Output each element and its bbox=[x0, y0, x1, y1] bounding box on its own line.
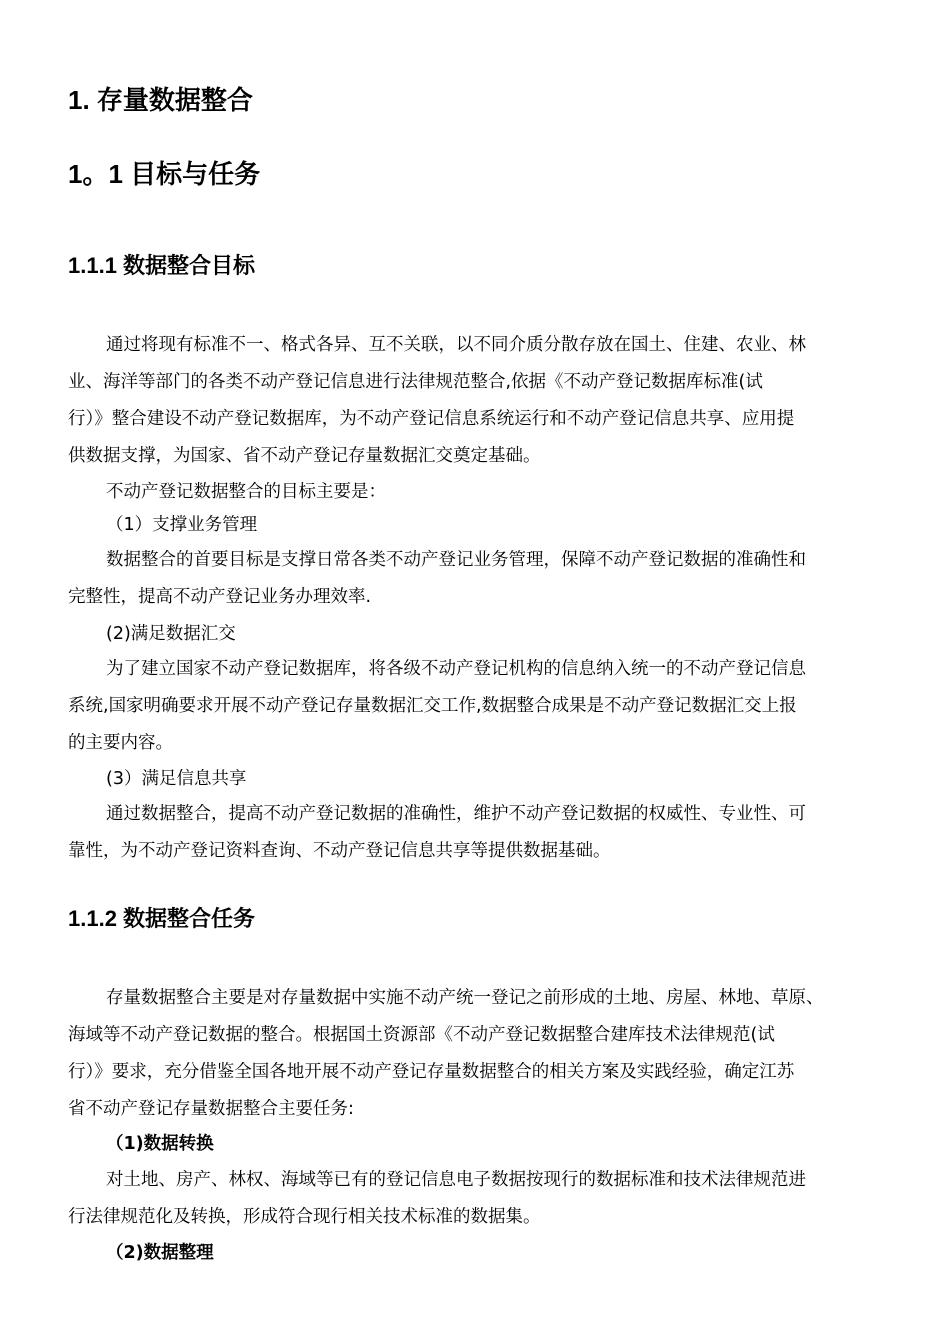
paragraph-goal-intro bbox=[68, 327, 886, 475]
heading-1-1-1: 1.1.1 数据整合目标 bbox=[68, 253, 256, 278]
text-line: 对土地、房产、林权、海域等已有的登记信息电子数据按现行的数据标准和技术法律规范进 bbox=[106, 1170, 806, 1190]
text-line: 行）》要求，充分借鉴全国各地开展不动产登记存量数据整合的相关方案及实践经验，确定江苏 bbox=[68, 1062, 795, 1082]
heading-1-1: 1。1 目标与任务 bbox=[68, 159, 261, 189]
paragraph-support-business bbox=[68, 542, 886, 616]
text-line: 完整性，提高不动产登记业务办理效率. bbox=[68, 587, 372, 607]
paragraph-data-conversion bbox=[68, 1162, 886, 1236]
text-line: 不动产登记数据整合的目标主要是： bbox=[106, 482, 386, 502]
heading-1: 1. 存量数据整合 bbox=[68, 85, 253, 115]
text-line: 供数据支撑，为国家、省不动产登记存量数据汇交奠定基础。 bbox=[68, 446, 541, 466]
text-line: 省不动产登记存量数据整合主要任务: bbox=[68, 1099, 354, 1119]
text-line: 通过数据整合，提高不动产登记数据的准确性，维护不动产登记数据的权威性、专业性、可 bbox=[106, 804, 806, 824]
list-item-data-conversion: （1)数据转换 bbox=[106, 1134, 214, 1154]
paragraph-data-submission bbox=[68, 651, 886, 762]
list-item-data-submission: (2)满足数据汇交 bbox=[106, 624, 236, 644]
paragraph-task-intro bbox=[68, 980, 886, 1128]
text-line: 系统,国家明确要求开展不动产登记存量数据汇交工作,数据整合成果是不动产登记数据汇交上报 bbox=[68, 696, 797, 716]
text-line: 行）》整合建设不动产登记数据库，为不动产登记信息系统运行和不动产登记信息共享、应用提 bbox=[68, 409, 795, 429]
text-line: 存量数据整合主要是对存量数据中实施不动产统一登记之前形成的土地、房屋、林地、草原、 bbox=[106, 988, 824, 1008]
list-item-info-sharing: (3）满足信息共享 bbox=[106, 769, 247, 789]
text-line: 为了建立国家不动产登记数据库，将各级不动产登记机构的信息纳入统一的不动产登记信息 bbox=[106, 659, 806, 679]
list-item-data-organization: （2)数据整理 bbox=[106, 1243, 214, 1263]
text-line: 行法律规范化及转换，形成符合现行相关技术标准的数据集。 bbox=[68, 1207, 541, 1227]
text-line: 的主要内容。 bbox=[68, 733, 173, 753]
text-line: 靠性，为不动产登记资料查询、不动产登记信息共享等提供数据基础。 bbox=[68, 841, 611, 861]
text-line: 数据整合的首要目标是支撑日常各类不动产登记业务管理，保障不动产登记数据的准确性和 bbox=[106, 550, 806, 570]
text-line: 海域等不动产登记数据的整合。根据国土资源部《不动产登记数据整合建库技术法律规范(试 bbox=[68, 1025, 775, 1045]
paragraph-info-sharing bbox=[68, 796, 886, 870]
heading-1-1-2: 1.1.2 数据整合任务 bbox=[68, 906, 256, 931]
text-line: 通过将现有标准不一、格式各异、互不关联，以不同介质分散存放在国土、住建、农业、林 bbox=[106, 335, 806, 355]
list-item-support-business: （1）支撑业务管理 bbox=[106, 515, 258, 535]
paragraph-goal-summary bbox=[68, 474, 886, 511]
text-line: 业、海洋等部门的各类不动产登记信息进行法律规范整合,依据《不动产登记数据库标准(试 bbox=[68, 372, 763, 392]
